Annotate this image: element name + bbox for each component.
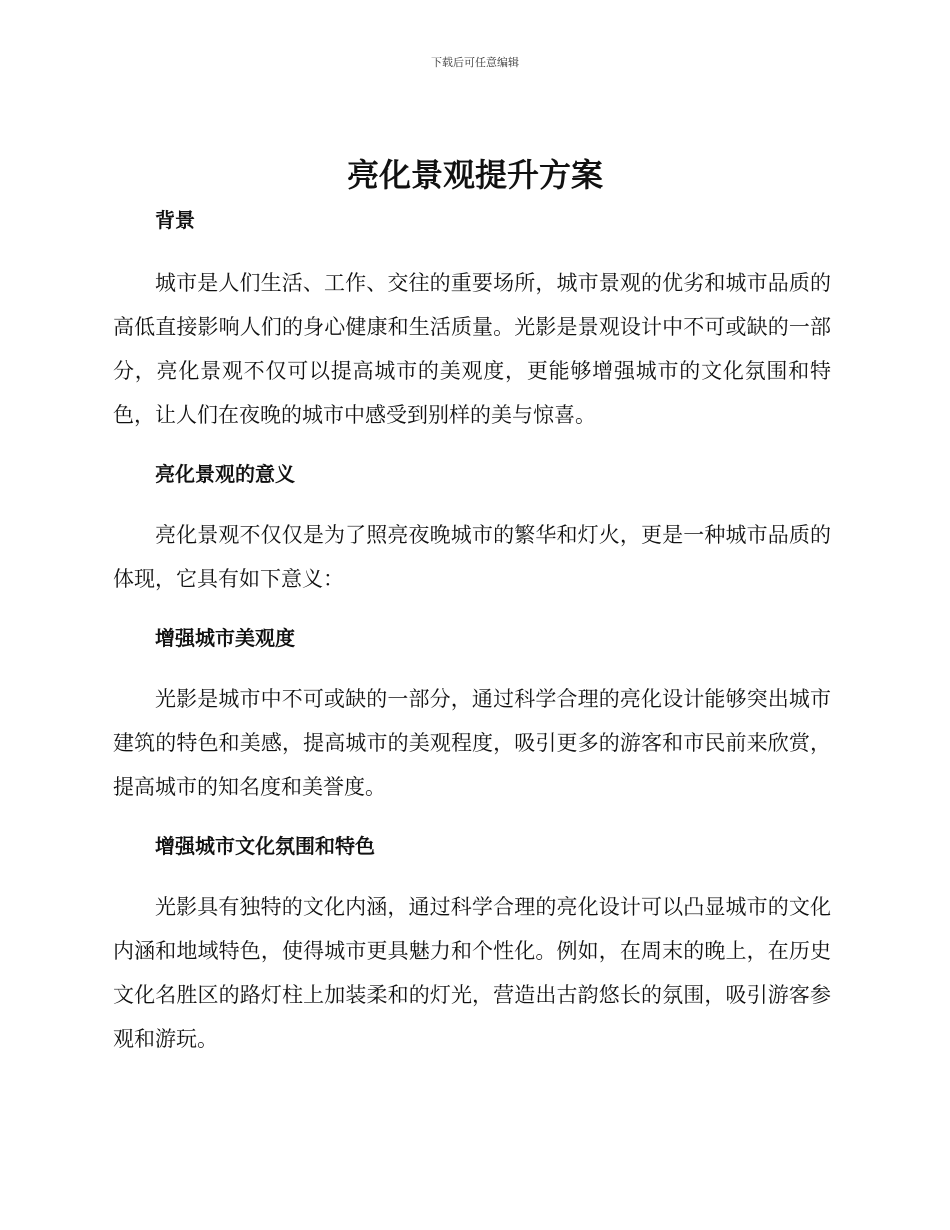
document-title: 亮化景观提升方案 [346,156,603,194]
document-body [113,205,831,1061]
section-heading-background: 背景 [155,208,195,232]
section-heading-city-beauty: 增强城市美观度 [155,626,295,650]
page-header-note: 下载后可任意编辑 [431,56,519,69]
section-paragraph-city-culture: 光影具有独特的文化内涵，通过科学合理的亮化设计可以凸显城市的文化内涵和地域特色，使得城市更具魅力和个性化。例如，在周末的晚上，在历史文化名胜区的路灯柱上加装柔和的灯光，营造出古韵悠长的氛围，吸引游客参观和游玩。 [113,895,831,1051]
section-paragraph-meaning: 亮化景观不仅仅是为了照亮夜晚城市的繁华和灯火，更是一种城市品质的体现，它具有如下意义： [113,523,831,591]
section-paragraph-background: 城市是人们生活、工作、交往的重要场所，城市景观的优劣和城市品质的高低直接影响人们的身心健康和生活质量。光影是景观设计中不可或缺的一部分，亮化景观不仅可以提高城市的美观度，更能够增强城市的文化氛围和特色，让人们在夜晚的城市中感受到别样的美与惊喜。 [113,271,831,427]
section-heading-city-culture: 增强城市文化氛围和特色 [155,834,375,858]
section-heading-meaning: 亮化景观的意义 [155,462,295,486]
section-paragraph-city-beauty: 光影是城市中不可或缺的一部分，通过科学合理的亮化设计能够突出城市建筑的特色和美感，提高城市的美观程度，吸引更多的游客和市民前来欣赏，提高城市的知名度和美誉度。 [113,687,831,799]
